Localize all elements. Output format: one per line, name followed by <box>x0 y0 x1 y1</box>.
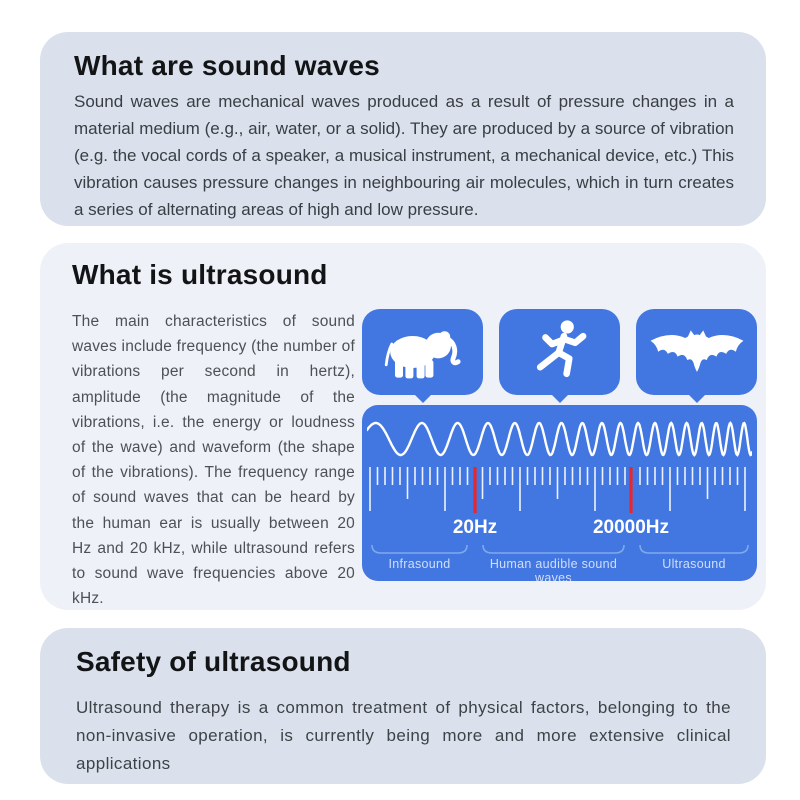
card-what-is-ultrasound <box>40 243 766 610</box>
frequency-ruler <box>362 467 757 517</box>
card-safety-of-ultrasound <box>40 628 766 784</box>
freq-label-20000hz: 20000Hz <box>592 517 670 538</box>
region-label-infrasound: Infrasound <box>388 557 451 571</box>
card-title-sound-waves: What are sound waves <box>74 50 380 81</box>
card-body-sound-waves: Sound waves are mechanical waves produced as a result of pressure changes in a material medium (e.g., air, water, or a solid). They are produced by a source of vibration (e.g. the vocal cords of a speaker, a musical instrument, a mechanical device, etc.) This vibration causes pressure changes in neighbouring air molecules, which in turn creates a series of alternating areas of high and low pressure. <box>74 92 734 219</box>
region-brackets <box>362 543 757 557</box>
bat-icon <box>645 328 749 377</box>
runner-icon <box>527 319 593 385</box>
frequency-spectrum-diagram <box>362 309 757 599</box>
card-title-ultrasound: What is ultrasound <box>72 259 328 290</box>
infrasound-tile <box>362 309 483 395</box>
animal-tiles-row <box>362 309 757 395</box>
tile-connector <box>414 394 432 403</box>
region-label-human-audible: Human audible sound waves <box>489 557 618 581</box>
card-title-safety: Safety of ultrasound <box>76 646 351 677</box>
human-audible-tile <box>499 309 620 395</box>
ultrasound-tile <box>636 309 757 395</box>
card-body-ultrasound: The main characteristics of sound waves include frequency (the number of vibrations per second in hertz), amplitude (the magnitude of the vibrations, i.e. the energy or loudness of the wave) and waveform (the shape of the vibrations). The frequency range of sound waves that can be heard by the human ear is usually between 20 Hz and 20 kHz, while ultrasound refers to sound wave frequencies above 20 kHz. <box>72 313 355 608</box>
tile-connector <box>551 394 569 403</box>
card-what-are-sound-waves <box>40 32 766 226</box>
tile-connector <box>688 394 706 403</box>
freq-label-20hz: 20Hz <box>452 517 498 538</box>
frequency-panel <box>362 405 757 581</box>
elephant-icon <box>379 320 467 384</box>
sound-wave-chirp-graphic <box>367 411 752 467</box>
region-label-ultrasound: Ultrasound <box>662 557 726 571</box>
card-body-safety: Ultrasound therapy is a common treatment of physical factors, belonging to the non-invasive operation, is currently being more and more extensive clinical applications <box>76 698 731 773</box>
